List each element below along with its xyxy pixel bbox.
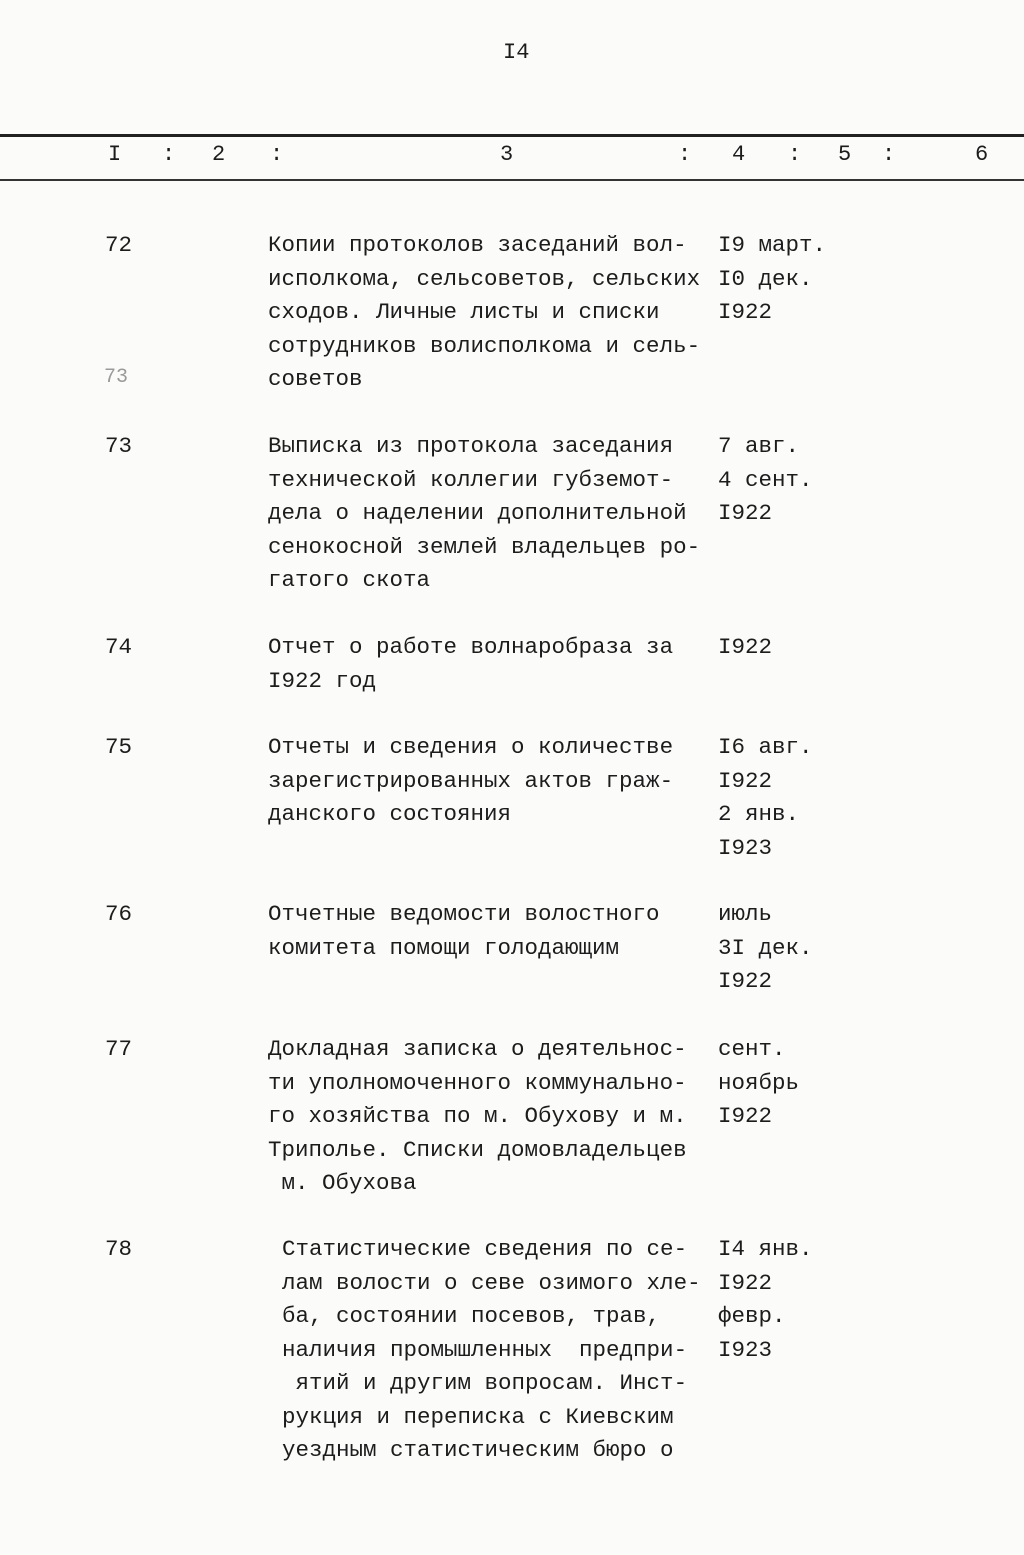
- item-dates: [718, 1233, 813, 1367]
- date-line: июль: [718, 901, 773, 927]
- column-header-2: 2: [212, 142, 226, 167]
- description-line: Копии протоколов заседаний вол-: [268, 232, 687, 258]
- description-line: советов: [268, 366, 363, 392]
- item-dates: [718, 898, 813, 999]
- description-line: данского состояния: [268, 801, 512, 827]
- item-description: [268, 229, 700, 397]
- description-line: ба, состоянии посевов, трав,: [282, 1303, 661, 1329]
- header-rule-bottom: [0, 179, 1024, 181]
- item-number: 78: [105, 1236, 133, 1262]
- date-line: сент.: [718, 1036, 786, 1062]
- date-line: I922: [718, 767, 773, 794]
- date-line: I922: [718, 500, 773, 526]
- date-line: 4 сент.: [718, 466, 813, 493]
- description-line: гатого скота: [268, 567, 431, 593]
- item-dates: [718, 430, 813, 531]
- date-line: I922: [718, 634, 773, 660]
- margin-handwritten-mark: 73: [104, 366, 129, 389]
- description-line: Статистические сведения по се-: [282, 1236, 688, 1262]
- column-separator: :: [678, 142, 692, 167]
- description-line: дела о наделении дополнительной: [268, 500, 687, 526]
- description-line: наличия промышленных предпри-: [282, 1336, 688, 1363]
- item-dates: [718, 631, 772, 665]
- description-line: м. Обухова: [268, 1170, 417, 1196]
- item-description: [268, 1033, 687, 1201]
- column-separator: :: [162, 142, 176, 167]
- page-number: I4: [503, 40, 530, 65]
- column-separator: :: [882, 142, 896, 167]
- column-separator: :: [788, 142, 802, 167]
- item-dates: [718, 229, 826, 330]
- column-header-3: 3: [500, 142, 514, 167]
- description-line: сотрудников волисполкома и сель-: [268, 332, 701, 359]
- date-line: I922: [718, 1103, 773, 1129]
- date-line: I923: [718, 834, 773, 861]
- date-line: ноябрь: [718, 1069, 800, 1096]
- description-line: Выписка из протокола заседания: [268, 433, 674, 459]
- item-number: 74: [105, 634, 133, 660]
- date-line: I922: [718, 968, 773, 994]
- description-line: зарегистрированных актов граж-: [268, 767, 674, 794]
- date-line: I4 янв.: [718, 1236, 813, 1262]
- item-number: 76: [105, 901, 133, 927]
- description-line: Триполье. Списки домовладельцев: [268, 1136, 687, 1163]
- item-number: 72: [105, 232, 133, 258]
- date-line: I923: [718, 1336, 773, 1363]
- date-line: I922: [718, 299, 773, 325]
- header-rule-top: [0, 134, 1024, 137]
- item-description: [268, 731, 673, 832]
- description-line: Отчеты и сведения о количестве: [268, 734, 674, 760]
- date-line: I9 март.: [718, 232, 827, 258]
- item-dates: [718, 731, 813, 865]
- date-line: I0 дек.: [718, 265, 813, 292]
- description-line: I922 год: [268, 667, 377, 694]
- description-line: комитета помощи голодающим: [268, 934, 620, 961]
- date-line: 2 янв.: [718, 801, 800, 827]
- date-line: 7 авг.: [718, 433, 800, 459]
- description-line: Отчет о работе волнаробраза за: [268, 634, 674, 660]
- description-line: Отчетные ведомости волостного: [268, 901, 660, 927]
- description-line: Докладная записка о деятельнос-: [268, 1036, 687, 1062]
- item-number: 77: [105, 1036, 133, 1062]
- date-line: I6 авг.: [718, 734, 813, 760]
- description-line: ятий и другим вопросам. Инст-: [282, 1370, 688, 1396]
- item-number: 75: [105, 734, 133, 760]
- column-header-4: 4: [732, 142, 746, 167]
- description-line: ти уполномоченного коммунально-: [268, 1069, 687, 1096]
- item-description: [268, 631, 673, 698]
- item-description: [282, 1233, 701, 1468]
- date-line: февр.: [718, 1303, 786, 1329]
- description-line: лам волости о севе озимого хле-: [282, 1269, 701, 1296]
- column-separator: :: [270, 142, 284, 167]
- description-line: рукция и переписка с Киевским: [282, 1403, 674, 1430]
- description-line: уездным статистическим бюро о: [282, 1437, 674, 1463]
- description-line: го хозяйства по м. Обухову и м.: [268, 1103, 687, 1129]
- item-description: [268, 898, 660, 965]
- item-description: [268, 430, 700, 598]
- description-line: исполкома, сельсоветов, сельских: [268, 265, 701, 292]
- item-number: 73: [105, 433, 133, 459]
- date-line: I922: [718, 1269, 773, 1296]
- column-header-1: I: [108, 142, 122, 167]
- description-line: сходов. Личные листы и списки: [268, 299, 660, 325]
- column-header-6: 6: [975, 142, 989, 167]
- description-line: сенокосной землей владельцев ро-: [268, 533, 701, 560]
- item-dates: [718, 1033, 799, 1134]
- description-line: технической коллегии губземот-: [268, 466, 674, 493]
- column-header-5: 5: [838, 142, 852, 167]
- date-line: 3I дек.: [718, 934, 813, 961]
